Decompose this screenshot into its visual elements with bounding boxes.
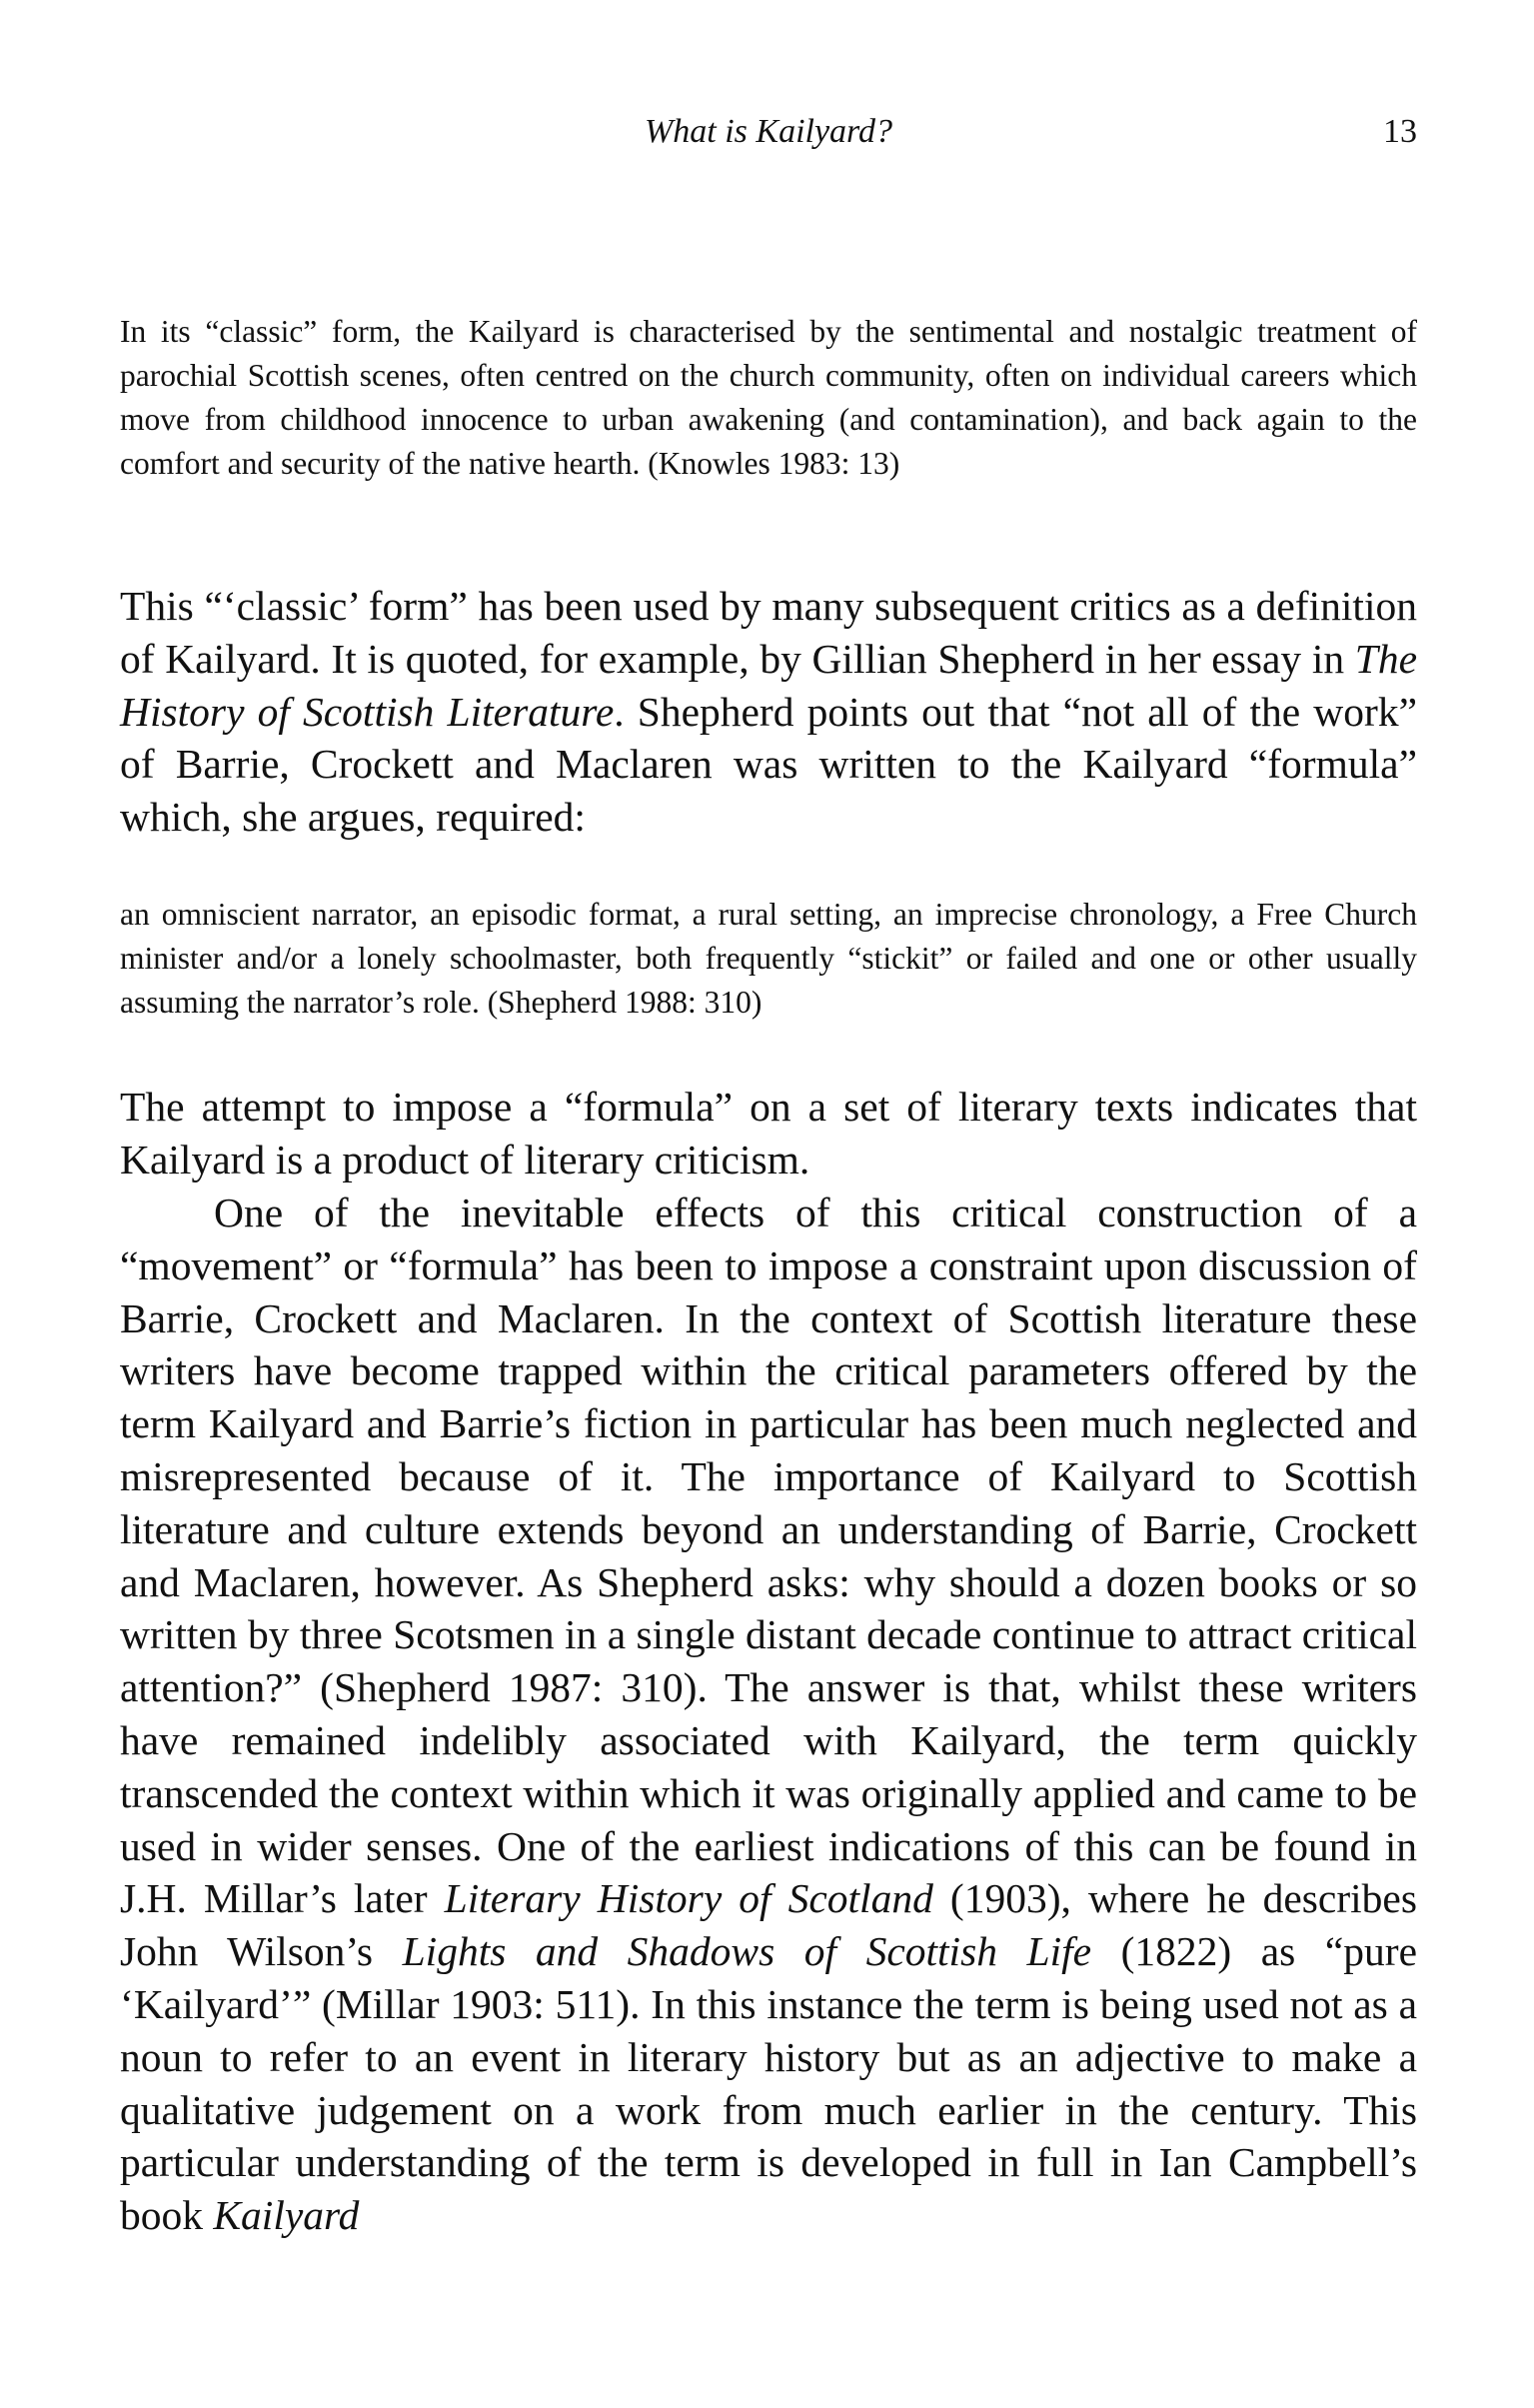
paragraph-text: One of the inevitable effects of this critical construction of a “movement” or “formula” has been to impose a constraint upon discussion of Barrie, Crockett and Maclaren. In the context of Scottish literature these writers have become trapped within the critical parameters offered by the term Kailyard and Barrie’s fiction in particular has been much neglected and misrepresented because of it. The importance of Kailyard to Scottish literature and culture extends beyond an understanding of Barrie, Crockett and Maclaren, however. As Shepherd asks: why should a dozen books or so written by three Scotsmen in a single distant decade continue to attract critical attention?” (Shepherd 1987: 310). The answer is that, whilst these writers have remained indelibly associated with Kailyard, the term quickly transcended the context within which it was originally applied and came to be used in wider senses. One of the earliest indications of this can be found in J.H. Millar’s later bbox=[120, 1190, 1417, 1922]
paragraph-text: . Shepherd points out that “not all of the work” of Barrie, Crockett and Maclaren was written to the Kailyard “formula” which, she argues, required: bbox=[120, 688, 1417, 841]
paragraph-classic-form bbox=[120, 580, 1417, 844]
paragraph-critical-construction bbox=[120, 1187, 1417, 2242]
book-title: Lights and Shadows of Scottish Life bbox=[402, 1928, 1092, 1975]
book-title: The History of Scottish Literature bbox=[120, 635, 1417, 735]
running-title: What is Kailyard? bbox=[644, 113, 893, 150]
page-number: 13 bbox=[1383, 113, 1417, 150]
block-quote-knowles: In its “classic” form, the Kailyard is characterised by the sentimental and nostalgic treatment of parochial Scottish scenes, often centred on the church community, often on individual careers which move from childhood innocence to urban awakening (and contamination), and back again to the comfort and security of the native hearth. (Knowles 1983: 13) bbox=[120, 314, 1417, 481]
running-head bbox=[120, 112, 1417, 152]
book-title: Literary History of Scotland bbox=[444, 1875, 933, 1922]
paragraph-text: (1822) as “pure ‘Kailyard’” (Millar 1903: 511). In this instance the term is being used not as a noun to refer to an event in literary history but as an adjective to make a qualitative judgement on a work from much earlier in the century. This particular understanding of the term is developed in full in Ian Campbell’s book bbox=[120, 1928, 1417, 2239]
block-quote-shepherd: an omniscient narrator, an episodic format, a rural setting, an imprecise chronology, a Free Church minister and/or a lonely schoolmaster, both frequently “stickit” or failed and one or other usually assuming the narrator’s role. (Shepherd 1988: 310) bbox=[120, 897, 1417, 1020]
paragraph-formula: The attempt to impose a “formula” on a set of literary texts indicates that Kailyard is a product of literary criticism. bbox=[120, 1084, 1417, 1183]
book-title: Kailyard bbox=[213, 2192, 360, 2239]
paragraph-text: (1903), where he describes John Wilson’s bbox=[120, 1875, 1417, 1975]
paragraph-text: This “‘classic’ form” has been used by many subsequent critics as a definition of Kailyard. It is quoted, for example, by Gillian Shepherd in her essay in bbox=[120, 583, 1417, 682]
